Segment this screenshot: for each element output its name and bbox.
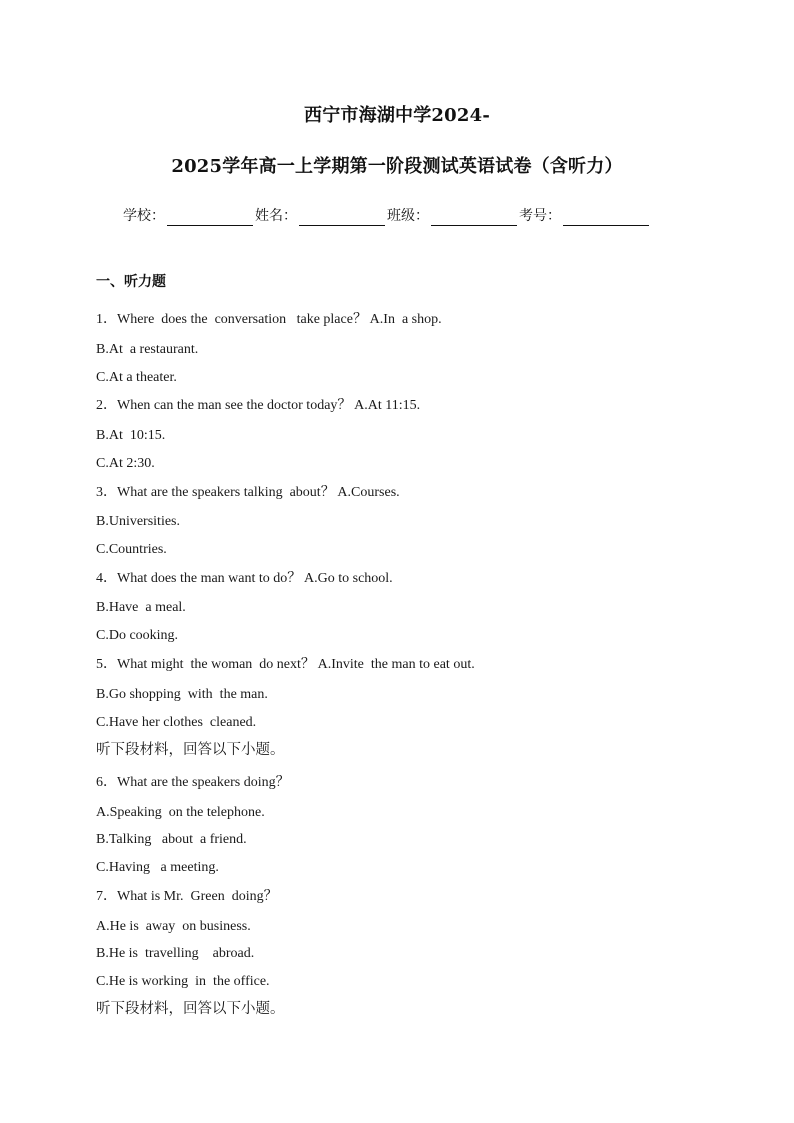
option-line: A.Speaking on the telephone. [96, 805, 265, 820]
name-blank[interactable] [299, 207, 385, 226]
option-line: B.At 10:15. [96, 428, 166, 443]
school-label: 学校： [123, 208, 165, 224]
option-line: B.Go shopping with the man. [96, 687, 268, 702]
question-line: 5．What might the woman do next？ A.Invite the man to eat out. [96, 657, 475, 672]
option-line: C.At a theater. [96, 370, 177, 385]
school-field [123, 206, 255, 226]
name-field [255, 206, 387, 226]
question-line: 2．When can the man see the doctor today？ A.At 11:15. [96, 398, 421, 413]
option-line: B.At a restaurant. [96, 342, 199, 357]
question-line: 6．What are the speakers doing？ [96, 775, 290, 790]
document-title-line-1: 西宁市海湖中学2024- [304, 105, 490, 126]
school-blank[interactable] [167, 207, 253, 226]
option-line: C.Having a meeting. [96, 860, 219, 875]
question-line: 3．What are the speakers talking about？ A.Courses. [96, 485, 400, 500]
option-line: B.Talking about a friend. [96, 832, 247, 847]
document-title-line-2: 2025学年高一上学期第一阶段测试英语试卷（含听力） [171, 156, 623, 177]
option-line: C.He is working in the office. [96, 974, 270, 989]
instruction-line: 听下段材料，回答以下小题。 [96, 1001, 285, 1017]
option-line: C.Have her clothes cleaned. [96, 715, 257, 730]
exam-number-label: 考号： [519, 208, 561, 224]
option-line: A.He is away on business. [96, 919, 251, 934]
option-line: C.At 2:30. [96, 456, 155, 471]
question-line: 7．What is Mr. Green doing？ [96, 889, 278, 904]
option-line: C.Countries. [96, 542, 167, 557]
exam-number-field [519, 206, 651, 226]
class-blank[interactable] [431, 207, 517, 226]
name-label: 姓名： [255, 208, 297, 224]
option-line: C.Do cooking. [96, 628, 179, 643]
student-info-row [123, 204, 651, 226]
exam-number-blank[interactable] [563, 207, 649, 226]
question-line: 1．Where does the conversation take place？ A.In a shop. [96, 312, 442, 327]
class-label: 班级： [387, 208, 429, 224]
question-line: 4．What does the man want to do？ A.Go to school. [96, 571, 393, 586]
option-line: B.Have a meal. [96, 600, 186, 615]
option-line: B.He is travelling abroad. [96, 946, 255, 961]
option-line: B.Universities. [96, 514, 180, 529]
instruction-line: 听下段材料，回答以下小题。 [96, 742, 285, 758]
class-field [387, 206, 519, 226]
section-heading-listening: 一、听力题 [96, 274, 166, 290]
